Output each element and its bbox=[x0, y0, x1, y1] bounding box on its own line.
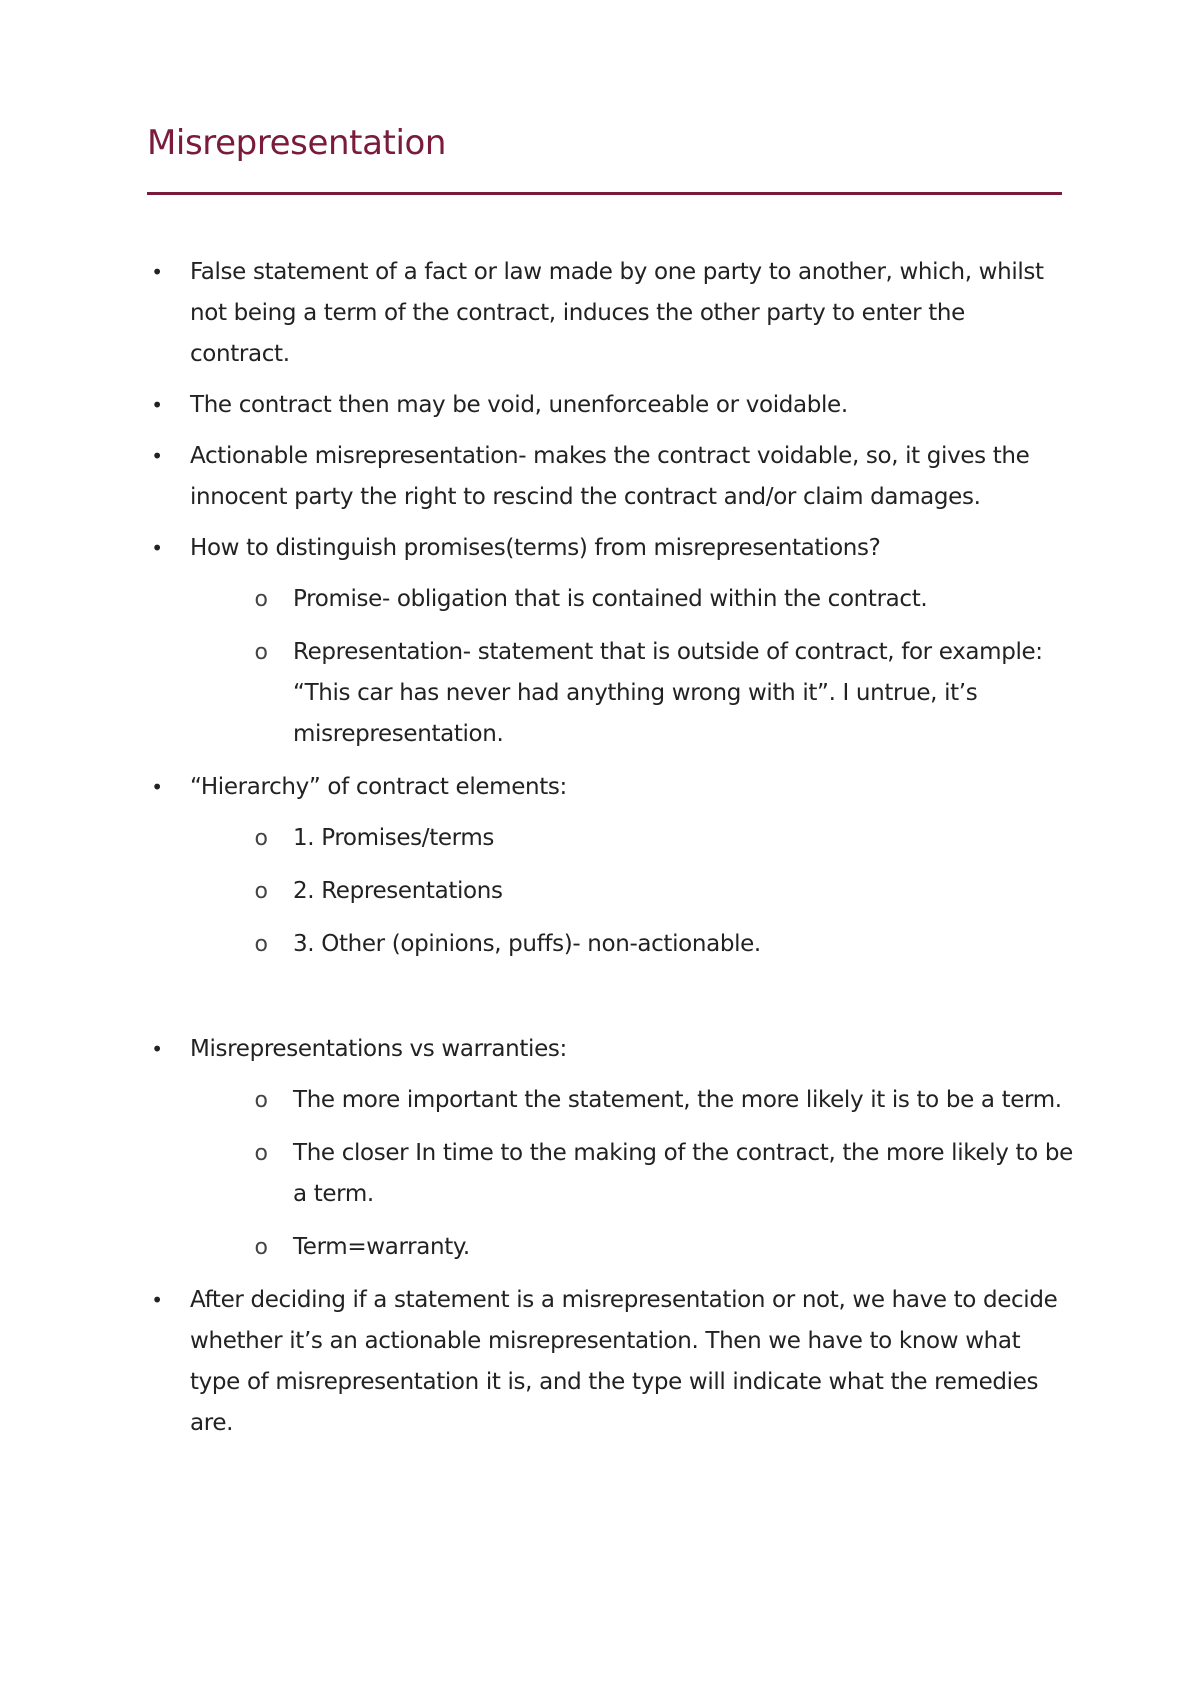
bullet-icon: • bbox=[151, 260, 163, 284]
list-item bbox=[151, 528, 1070, 569]
sub-list-item-text: The more important the statement, the more likely it is to be a term. bbox=[293, 1087, 1062, 1113]
sub-list-item bbox=[254, 924, 1073, 965]
sub-list-item-text: Promise- obligation that is contained within the contract. bbox=[293, 586, 928, 612]
page-title: Misrepresentation bbox=[147, 123, 447, 163]
sub-bullet-icon: o bbox=[254, 826, 268, 851]
list-item-text: How to distinguish promises(terms) from misrepresentations? bbox=[190, 535, 881, 561]
bullet-icon: • bbox=[151, 536, 163, 560]
title-underline bbox=[147, 192, 1062, 195]
sub-list-item-text: Term=warranty. bbox=[293, 1234, 470, 1260]
bullet-icon: • bbox=[151, 775, 163, 799]
list-item bbox=[151, 767, 1070, 808]
sub-list-item bbox=[254, 1227, 1073, 1268]
sub-list-item-text: Representation- statement that is outside of contract, for example: “This car has never had anything wrong with it”. I untrue, it’s misrepresentation. bbox=[293, 639, 1043, 747]
paragraph-gap bbox=[0, 977, 1200, 1029]
sub-bullet-icon: o bbox=[254, 640, 268, 665]
sub-list-item-text: The closer In time to the making of the contract, the more likely to be a term. bbox=[293, 1140, 1073, 1207]
bullet-icon: • bbox=[151, 444, 163, 468]
sub-list-item bbox=[254, 579, 1073, 620]
list-item-text: “Hierarchy” of contract elements: bbox=[190, 774, 567, 800]
sub-list-item bbox=[254, 871, 1073, 912]
sub-list-item bbox=[254, 818, 1073, 859]
list-item-text: Actionable misrepresentation- makes the contract voidable, so, it gives the innocent party the right to rescind the contract and/or claim damages. bbox=[190, 443, 1030, 510]
sub-list-item-text: 3. Other (opinions, puffs)- non-actionable. bbox=[293, 931, 761, 957]
bullet-icon: • bbox=[151, 393, 163, 417]
list-item bbox=[151, 436, 1070, 518]
bullet-icon: • bbox=[151, 1037, 163, 1061]
list-item-text: Misrepresentations vs warranties: bbox=[190, 1036, 567, 1062]
sub-list-item bbox=[254, 632, 1073, 755]
bullet-icon: • bbox=[151, 1288, 163, 1312]
sub-list-item-text: 2. Representations bbox=[293, 878, 503, 904]
list-item-text: False statement of a fact or law made by one party to another, which, whilst not being a term of the contract, induces the other party to enter the contract. bbox=[190, 259, 1044, 367]
list-item-text: After deciding if a statement is a misrepresentation or not, we have to decide whether it’s an actionable misrepresentation. Then we have to know what type of misrepresentation it is, and the type will indicate what the remedies are. bbox=[190, 1287, 1058, 1436]
sub-bullet-icon: o bbox=[254, 587, 268, 612]
sub-list-item bbox=[254, 1080, 1073, 1121]
document-body bbox=[0, 252, 1200, 1454]
sub-list-item-text: 1. Promises/terms bbox=[293, 825, 495, 851]
sub-bullet-icon: o bbox=[254, 1088, 268, 1113]
list-item-text: The contract then may be void, unenforceable or voidable. bbox=[190, 392, 848, 418]
sub-bullet-icon: o bbox=[254, 879, 268, 904]
sub-bullet-icon: o bbox=[254, 1141, 268, 1166]
sub-list-item bbox=[254, 1133, 1073, 1215]
list-item bbox=[151, 385, 1070, 426]
list-item bbox=[151, 252, 1070, 375]
list-item bbox=[151, 1029, 1070, 1070]
sub-bullet-icon: o bbox=[254, 932, 268, 957]
sub-bullet-icon: o bbox=[254, 1235, 268, 1260]
list-item bbox=[151, 1280, 1070, 1444]
